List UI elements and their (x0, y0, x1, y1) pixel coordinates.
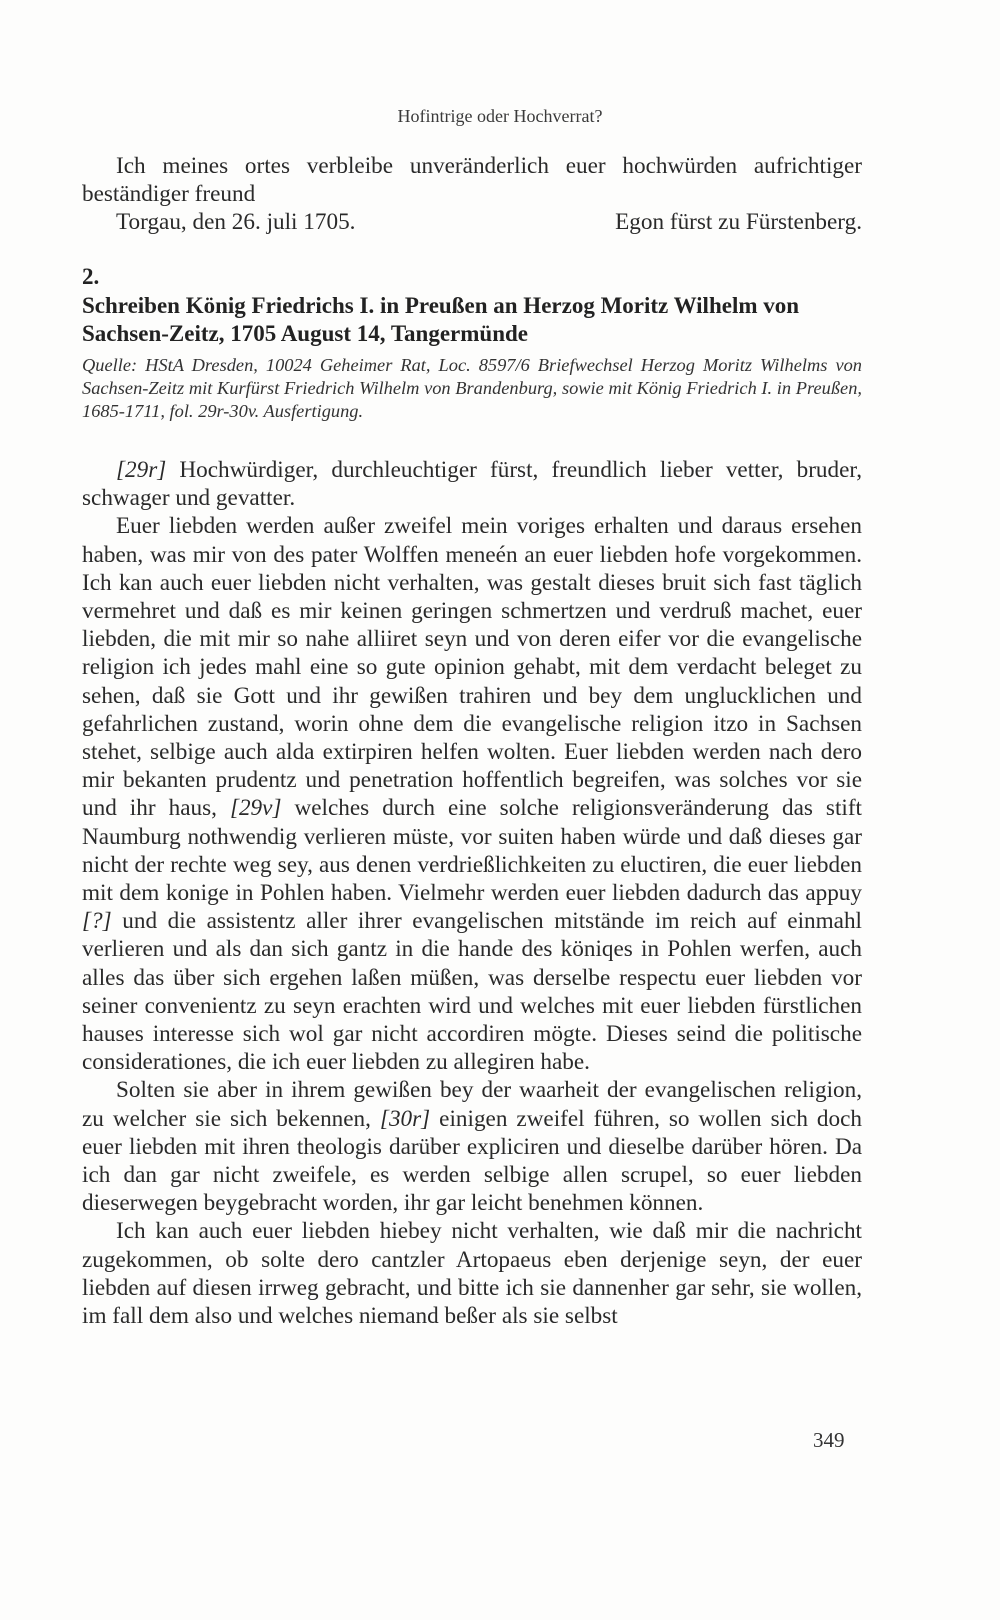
signature: Egon fürst zu Fürstenberg. (615, 209, 862, 236)
folio-marker: [30r] (379, 1105, 431, 1132)
paragraph-text: Euer liebden werden außer zweifel mein voriges erhalten und daraus ersehen haben, was mir von des pater Wolffen meneén an euer liebden hofe vorgekommen. Ich kan auch euer liebden nicht verhalten, was gestalt dieses bruit sich fast täglich vermehret und daß es mir keinen geringen schmertzen und verdruß machet, euer liebden, die mit mir so nahe alliiret seyn und von deren eifer vor die evangelische religion ich jedes mahl eine so gute opinion gehabt, mit dem verdacht beleget zu sehen, daß sie Gott und ihr gewißen trahiren und bey dem unglucklichen und gefahrlichen zustand, worin ohne dem die evangelische religion itzo in Sachsen stehet, selbige auch alda extirpiren helfen wolten. Euer liebden werden nach dero mir bekanten prudentz und penetration hoffentlich begreifen, was solches vor sie und ihr haus, (82, 513, 862, 822)
paragraph-salutation (82, 456, 862, 512)
paragraph-3 (82, 1076, 862, 1217)
folio-marker: [29v] (229, 795, 282, 822)
letter-body (82, 456, 862, 1330)
source-note: Quelle: HStA Dresden, 10024 Geheimer Rat, Loc. 8597/6 Briefwechsel Herzog Moritz Wilhelms von Sachsen-Zeitz mit Kurfürst Friedrich Wilhelm von Brandenburg, sowie mit König Friedrich I. in Preußen, 1685-1711, fol. 29r-30v. Ausfertigung. (82, 355, 862, 421)
signature-line (82, 208, 862, 236)
running-head: Hofintrige oder Hochverrat? (397, 106, 603, 126)
folio-marker: [29r] (116, 457, 167, 483)
paragraph-text: Solten sie aber in ihrem gewißen bey der waarheit der evangelischen religion, zu welcher sie sich bekennen, (82, 1077, 862, 1132)
document-number: 2. (82, 264, 100, 289)
paragraph-text: welches durch eine solche religionsveränderung das stift Naumburg nothwendig verlieren müste, vor suiten haben würde und daß dieses gar nicht der rechte weg sey, aus denen verdrießlichkeiten zu eluctiren, die euer liebden mit dem konige in Pohlen haben. Vielmehr werden euer liebden dadurch das appuy (82, 795, 863, 907)
paragraph-4: Ich kan auch euer liebden hiebey nicht verhalten, wie daß mir die nachricht zugekommen, ob solte dero cantzler Artopaeus eben derjenige seyn, der euer liebden auf diesen irrweg gebracht, und bitte ich sie dannenher gar sehr, sie wollen, im fall dem also und welches niemand beßer als sie selbst (82, 1218, 862, 1330)
paragraph-2 (82, 512, 862, 1076)
closing-line: Ich meines ortes verbleibe unveränderlich euer hochwürden aufrichtiger beständiger freund (82, 153, 862, 208)
folio-marker: [?] (82, 908, 112, 935)
paragraph-text: und die assistentz aller ihrer evangelischen mitstände im reich auf einmahl verlieren und als dan sich gantz in die hande des köniqes in Pohlen werfen, auch alles das über sich ergehen laßen müßen, was derselbe respectu euer liebden vor seiner convenientz zu seyn erachten wird und welches mit euer liebden fürstlichen hauses interesse sich wol gar nicht accordiren mögte. Dieses seind die politische considerationes, die ich euer liebden zu allegiren habe. (82, 908, 862, 1076)
place-date: Torgau, den 26. juli 1705. (116, 209, 356, 236)
paragraph-text: Hochwürdiger, durchleuchtiger fürst, freundlich lieber vetter, bruder, schwager und gevatter. (82, 457, 862, 512)
page-number: 349 (813, 1428, 845, 1452)
paragraph-text: einigen zweifel führen, so wollen sich doch euer liebden mit ihren theologis darüber expliciren und dieselbe darüber hören. Da ich dan gar nicht zweifele, es werden selbige allen scrupel, so euer liebden dieserwegen beygebracht worden, ihr gar leicht benehmen können. (82, 1105, 862, 1217)
document-title: Schreiben König Friedrichs I. in Preußen an Herzog Moritz Wilhelm von Sachsen-Zeitz, 1705 August 14, Tangermünde (82, 292, 800, 346)
letter-closing (82, 152, 862, 237)
document-heading (82, 263, 862, 349)
